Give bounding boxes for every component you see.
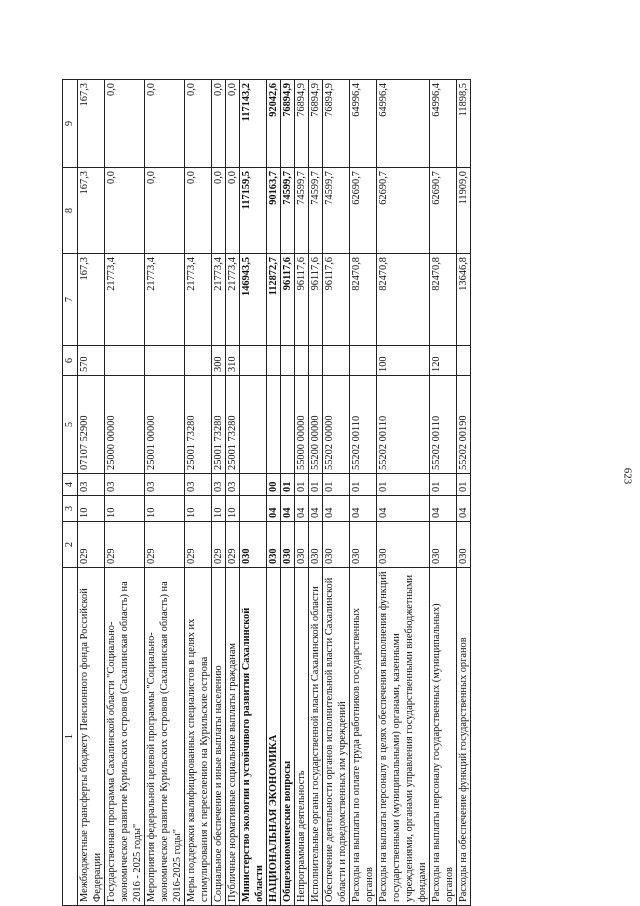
section-cell: 04 <box>281 496 295 522</box>
chapter-cell: 030 <box>430 522 457 568</box>
row-name-cell: Государственная программа Сахалинской области "Социально-экономическое развитие Курильских островов (Сахалинская область) на 2016 - 2025 годы" <box>105 568 145 906</box>
amount-cell: 117159,5 <box>240 168 267 254</box>
expense-type-cell <box>295 346 309 376</box>
subsection-cell: 01 <box>309 474 323 496</box>
subsection-cell: 01 <box>323 474 350 496</box>
chapter-cell: 030 <box>295 522 309 568</box>
row-name-cell: Публичные нормативные социальные выплаты гражданам <box>226 568 240 906</box>
amount-cell: 64996,4 <box>350 80 377 168</box>
page-number: 623 <box>621 467 634 485</box>
rotated-page <box>62 80 471 906</box>
row-name-cell: Расходы на выплаты персоналу государственных (муниципальных) органов <box>430 568 457 906</box>
subsection-cell <box>240 474 267 496</box>
expense-type-cell: 300 <box>212 346 226 376</box>
target-article-cell <box>281 376 295 474</box>
target-article-cell: 55202 00110 <box>430 376 457 474</box>
table-row <box>226 80 240 906</box>
amount-cell: 21773,4 <box>185 254 212 346</box>
amount-cell: 0,0 <box>185 168 212 254</box>
amount-cell: 76894,9 <box>323 80 350 168</box>
chapter-cell: 030 <box>267 522 281 568</box>
chapter-cell: 029 <box>226 522 240 568</box>
amount-cell: 0,0 <box>105 168 145 254</box>
chapter-cell: 030 <box>350 522 377 568</box>
subsection-cell: 03 <box>78 474 105 496</box>
subsection-cell: 03 <box>145 474 185 496</box>
row-name-cell: Общеэкономические вопросы <box>281 568 295 906</box>
section-cell: 10 <box>212 496 226 522</box>
expense-type-cell <box>309 346 323 376</box>
target-article-cell: 25001 73280 <box>226 376 240 474</box>
subsection-cell: 03 <box>185 474 212 496</box>
chapter-cell: 030 <box>377 522 430 568</box>
target-article-cell: 55202 00110 <box>377 376 430 474</box>
table-row <box>430 80 457 906</box>
amount-cell: 62690,7 <box>430 168 457 254</box>
amount-cell: 90163,7 <box>267 168 281 254</box>
target-article-cell: 55200 00000 <box>309 376 323 474</box>
section-cell: 04 <box>295 496 309 522</box>
table-row <box>105 80 145 906</box>
header-cell: 5 <box>63 376 78 474</box>
row-name-cell: Министерство экологии и устойчивого развития Сахалинской области <box>240 568 267 906</box>
subsection-cell: 01 <box>281 474 295 496</box>
header-cell: 8 <box>63 168 78 254</box>
amount-cell: 146943,5 <box>240 254 267 346</box>
expense-type-cell: 570 <box>78 346 105 376</box>
section-cell: 10 <box>185 496 212 522</box>
section-cell: 10 <box>105 496 145 522</box>
amount-cell: 96117,6 <box>309 254 323 346</box>
row-name-cell: Исполнительные органы государственной власти Сахалинской области <box>309 568 323 906</box>
row-name-cell: Расходы на выплаты персоналу в целях обеспечения выполнения функций государственными (муниципальными) органами, казенными учреждениями, органами управления государственными внебюджетными фондами <box>377 568 430 906</box>
amount-cell: 62690,7 <box>377 168 430 254</box>
row-name-cell: Межбюджетные трансферты бюджету Пенсионного фонда Российской Федерации <box>78 568 105 906</box>
header-row <box>63 80 78 906</box>
row-name-cell: Меры поддержки квалифицированных специалистов в целях их стимулирования к переселению на Курильские острова <box>185 568 212 906</box>
section-cell: 04 <box>350 496 377 522</box>
amount-cell: 82470,8 <box>350 254 377 346</box>
subsection-cell: 01 <box>350 474 377 496</box>
section-cell: 04 <box>457 496 471 522</box>
header-cell: 4 <box>63 474 78 496</box>
subsection-cell: 01 <box>295 474 309 496</box>
budget-table <box>62 79 471 906</box>
table-row <box>295 80 309 906</box>
amount-cell: 96117,6 <box>295 254 309 346</box>
amount-cell: 82470,8 <box>377 254 430 346</box>
target-article-cell <box>267 376 281 474</box>
amount-cell: 62690,7 <box>350 168 377 254</box>
row-name-cell: Непрограммная деятельность <box>295 568 309 906</box>
amount-cell: 112872,7 <box>267 254 281 346</box>
row-name-cell: Расходы на выплаты по оплате труда работников государственных органов <box>350 568 377 906</box>
amount-cell: 11898,5 <box>457 80 471 168</box>
target-article-cell: 25001 00000 <box>145 376 185 474</box>
amount-cell: 64996,4 <box>430 80 457 168</box>
amount-cell: 21773,4 <box>105 254 145 346</box>
amount-cell: 76894,9 <box>295 80 309 168</box>
amount-cell: 0,0 <box>145 80 185 168</box>
section-cell: 10 <box>145 496 185 522</box>
amount-cell: 13646,8 <box>457 254 471 346</box>
amount-cell: 167,3 <box>78 168 105 254</box>
table-row <box>78 80 105 906</box>
chapter-cell: 029 <box>185 522 212 568</box>
target-article-cell: 25000 00000 <box>105 376 145 474</box>
amount-cell: 11909,0 <box>457 168 471 254</box>
header-cell: 1 <box>63 568 78 906</box>
row-name-cell: Мероприятия федеральной целевой программы "Социально-экономическое развитие Курильских островов (Сахалинская область) на 2016-2025 годы" <box>145 568 185 906</box>
target-article-cell <box>240 376 267 474</box>
expense-type-cell <box>350 346 377 376</box>
table-body <box>78 80 471 906</box>
amount-cell: 74599,7 <box>309 168 323 254</box>
expense-type-cell <box>105 346 145 376</box>
amount-cell: 167,3 <box>78 254 105 346</box>
expense-type-cell <box>145 346 185 376</box>
table-row <box>267 80 281 906</box>
amount-cell: 21773,4 <box>212 254 226 346</box>
amount-cell: 0,0 <box>226 168 240 254</box>
expense-type-cell: 120 <box>430 346 457 376</box>
header-cell: 7 <box>63 254 78 346</box>
table-row <box>185 80 212 906</box>
table-row <box>145 80 185 906</box>
amount-cell: 92042,6 <box>267 80 281 168</box>
table-row <box>281 80 295 906</box>
section-cell: 10 <box>226 496 240 522</box>
section-cell: 04 <box>377 496 430 522</box>
chapter-cell: 030 <box>240 522 267 568</box>
subsection-cell: 03 <box>105 474 145 496</box>
section-cell: 04 <box>430 496 457 522</box>
expense-type-cell <box>267 346 281 376</box>
section-cell: 04 <box>309 496 323 522</box>
amount-cell: 0,0 <box>185 80 212 168</box>
amount-cell: 74599,7 <box>281 168 295 254</box>
amount-cell: 74599,7 <box>295 168 309 254</box>
expense-type-cell <box>457 346 471 376</box>
amount-cell: 167,3 <box>78 80 105 168</box>
target-article-cell: 25001 73280 <box>185 376 212 474</box>
amount-cell: 76894,9 <box>309 80 323 168</box>
subsection-cell: 03 <box>212 474 226 496</box>
row-name-cell: Обеспечение деятельности органов исполнительной власти Сахалинской области и подведомственных им учреждений <box>323 568 350 906</box>
chapter-cell: 029 <box>212 522 226 568</box>
subsection-cell: 03 <box>226 474 240 496</box>
amount-cell: 96117,6 <box>281 254 295 346</box>
expense-type-cell: 100 <box>377 346 430 376</box>
table-row <box>240 80 267 906</box>
target-article-cell: 55202 00110 <box>350 376 377 474</box>
amount-cell: 21773,4 <box>226 254 240 346</box>
table-row <box>212 80 226 906</box>
amount-cell: 0,0 <box>212 80 226 168</box>
chapter-cell: 029 <box>105 522 145 568</box>
chapter-cell: 030 <box>457 522 471 568</box>
chapter-cell: 030 <box>281 522 295 568</box>
row-name-cell: НАЦИОНАЛЬНАЯ ЭКОНОМИКА <box>267 568 281 906</box>
table-row <box>377 80 430 906</box>
header-cell: 3 <box>63 496 78 522</box>
section-cell <box>240 496 267 522</box>
table-row <box>457 80 471 906</box>
section-cell: 04 <box>267 496 281 522</box>
chapter-cell: 030 <box>309 522 323 568</box>
amount-cell: 82470,8 <box>430 254 457 346</box>
section-cell: 10 <box>78 496 105 522</box>
amount-cell: 0,0 <box>226 80 240 168</box>
chapter-cell: 029 <box>145 522 185 568</box>
amount-cell: 117143,2 <box>240 80 267 168</box>
table-row <box>350 80 377 906</box>
chapter-cell: 029 <box>78 522 105 568</box>
expense-type-cell <box>281 346 295 376</box>
amount-cell: 0,0 <box>105 80 145 168</box>
amount-cell: 21773,4 <box>145 254 185 346</box>
amount-cell: 96117,6 <box>323 254 350 346</box>
header-cell: 2 <box>63 522 78 568</box>
expense-type-cell <box>323 346 350 376</box>
amount-cell: 76894,9 <box>281 80 295 168</box>
amount-cell: 0,0 <box>145 168 185 254</box>
target-article-cell: 07107 52900 <box>78 376 105 474</box>
header-cell: 9 <box>63 80 78 168</box>
target-article-cell: 55000 00000 <box>295 376 309 474</box>
subsection-cell: 01 <box>457 474 471 496</box>
expense-type-cell <box>185 346 212 376</box>
target-article-cell: 25001 73280 <box>212 376 226 474</box>
chapter-cell: 030 <box>323 522 350 568</box>
row-name-cell: Социальное обеспечение и иные выплаты населению <box>212 568 226 906</box>
expense-type-cell: 310 <box>226 346 240 376</box>
section-cell: 04 <box>323 496 350 522</box>
row-name-cell: Расходы на обеспечение функций государственных органов <box>457 568 471 906</box>
amount-cell: 64996,4 <box>377 80 430 168</box>
amount-cell: 0,0 <box>212 168 226 254</box>
target-article-cell: 55202 00190 <box>457 376 471 474</box>
table-row <box>309 80 323 906</box>
subsection-cell: 01 <box>377 474 430 496</box>
subsection-cell: 01 <box>430 474 457 496</box>
expense-type-cell <box>240 346 267 376</box>
amount-cell: 74599,7 <box>323 168 350 254</box>
header-cell: 6 <box>63 346 78 376</box>
table-row <box>323 80 350 906</box>
subsection-cell: 00 <box>267 474 281 496</box>
target-article-cell: 55202 00000 <box>323 376 350 474</box>
